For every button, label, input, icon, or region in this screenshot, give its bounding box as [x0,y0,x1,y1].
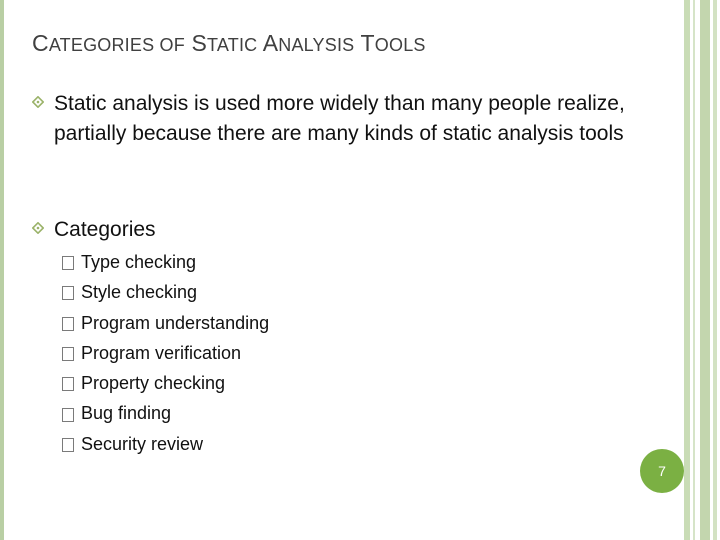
page-number: 7 [658,463,666,479]
checkbox-icon [62,317,74,331]
right-stripe [684,0,690,540]
title-word: TATIC [207,35,258,55]
category-list [62,247,269,459]
checkbox-icon [62,256,74,270]
list-item [62,398,269,428]
list-item [62,277,269,307]
category-label: Program understanding [81,312,270,333]
right-stripe [713,0,717,540]
page-number-badge [640,449,684,493]
checkbox-icon [62,438,74,452]
category-label: Bug finding [81,403,172,424]
checkbox-icon [62,347,74,361]
left-border [0,0,4,540]
bullet-text: Static analysis is used more widely than many people realize, partially because there are many kinds of static analysis tools [54,92,625,145]
checkbox-icon [62,377,74,391]
title-cap: T [360,30,375,56]
category-label: Security review [81,433,204,454]
title-cap: A [262,30,279,56]
title-cap: S [191,30,208,56]
bullet-icon [32,220,44,240]
title-word: ATEGORIES OF [48,35,185,55]
list-item [62,247,269,277]
right-stripe [693,0,695,540]
title-cap: C [32,30,49,56]
category-label: Style checking [81,282,198,303]
slide-title [32,30,426,57]
checkbox-icon [62,286,74,300]
category-label: Property checking [81,373,226,394]
bullet-icon [32,94,44,114]
list-item [62,368,269,398]
category-label: Program verification [81,342,242,363]
list-item [62,429,269,459]
title-word: NALYSIS [278,35,355,55]
list-item [62,308,269,338]
category-label: Type checking [81,252,197,272]
list-item [62,338,269,368]
bullet-text: Categories [54,218,156,241]
title-word: OOLS [374,35,426,55]
checkbox-icon [62,408,74,422]
right-stripe [700,0,710,540]
